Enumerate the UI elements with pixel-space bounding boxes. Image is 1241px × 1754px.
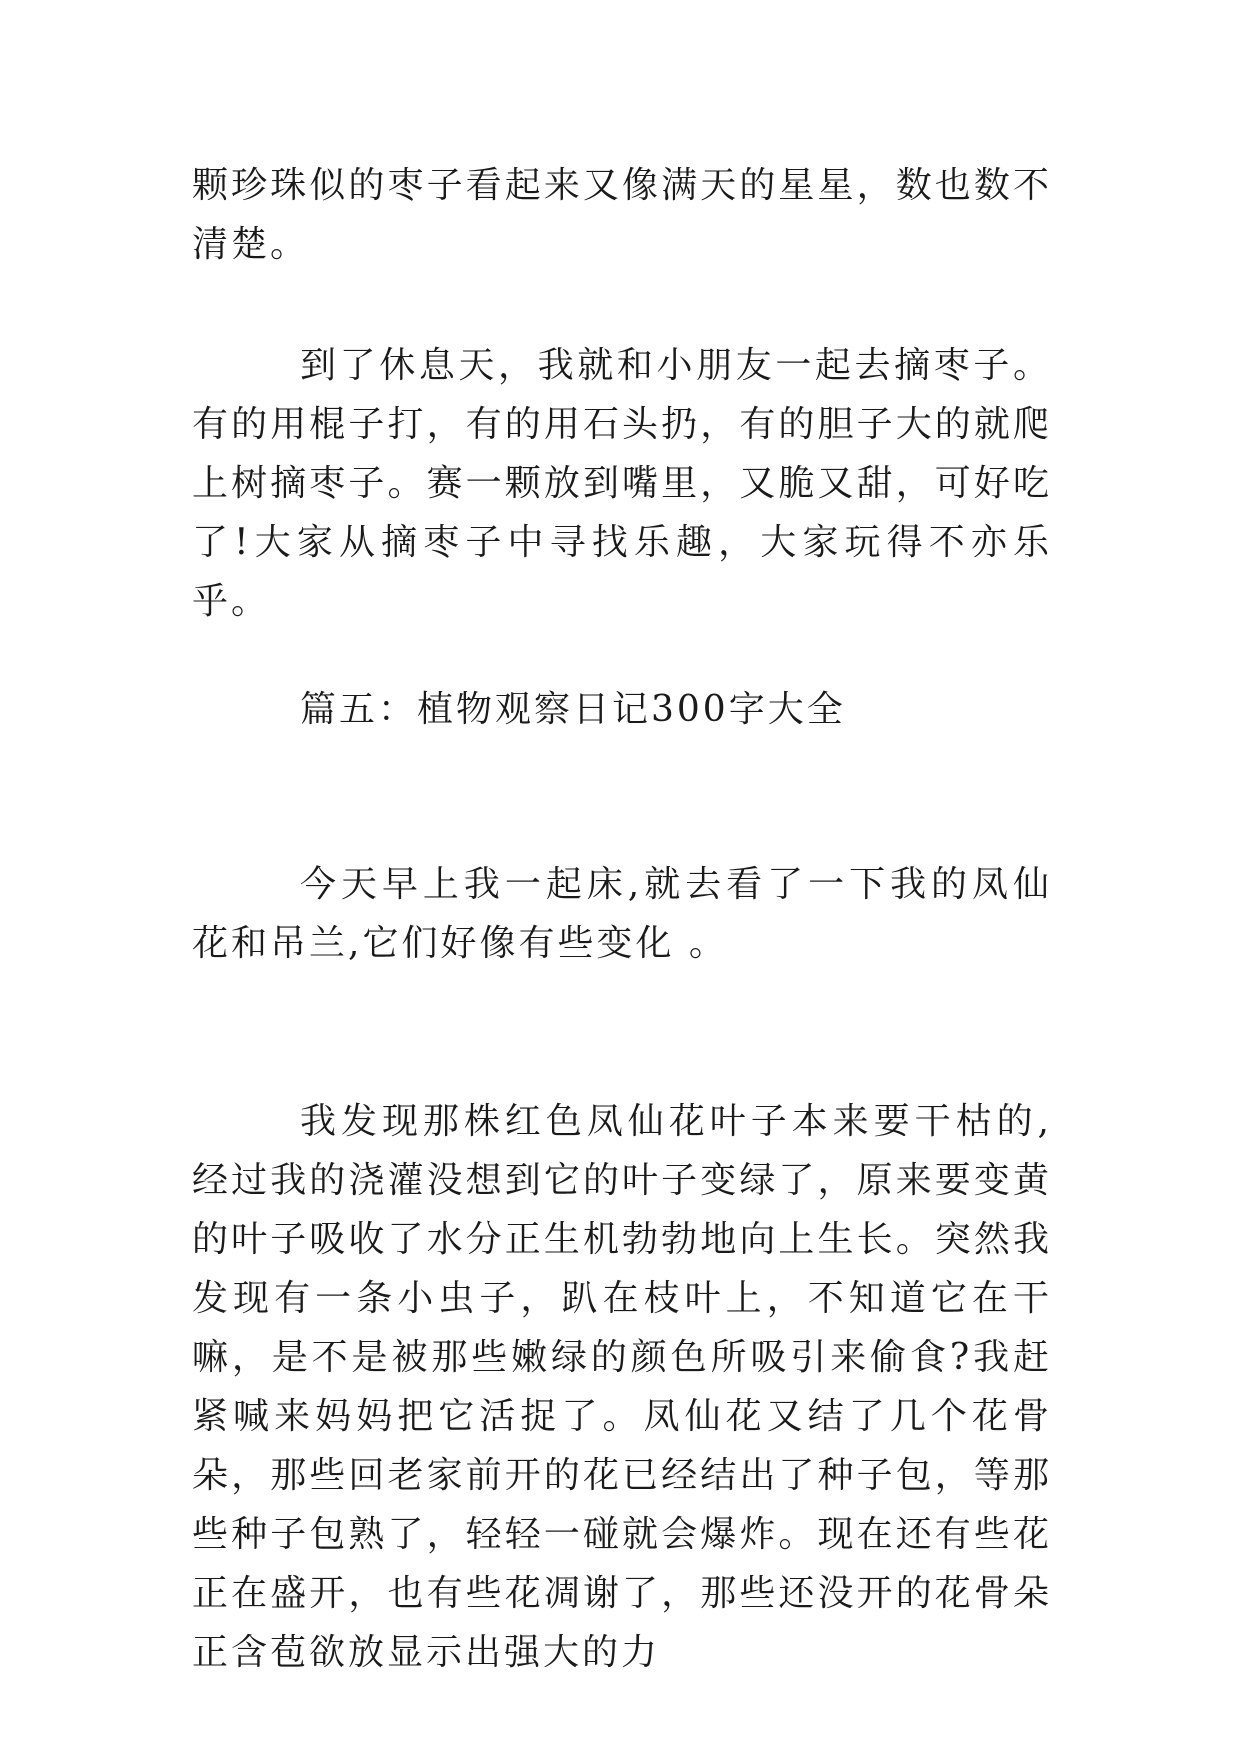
- paragraph-morning: 今天早上我一起床,就去看了一下我的凤仙花和吊兰,它们好像有些变化 。: [192, 864, 1052, 964]
- section-heading: 篇五：植物观察日记300字大全: [300, 689, 846, 730]
- paragraph-observation: 我发现那株红色凤仙花叶子本来要干枯的,经过我的浇灌没想到它的叶子变绿了，原来要变黄的叶子吸收了水分正生机勃勃地向上生长。突然我发现有一条小虫子，趴在枝叶上，不知道它在干嘛，是不是被那些嫩绿的颜色所吸引来偷食?我赶紧喊来妈妈把它活捉了。凤仙花又结了几个花骨朵，那些回老家前开的花已经结出了种子包，等那些种子包熟了，轻轻一碰就会爆炸。现在还有些花正在盛开，也有些花凋谢了，那些还没开的花骨朵正含苞欲放显示出强大的力: [192, 1101, 1052, 1673]
- paragraph-continuation: 颗珍珠似的枣子看起来又像满天的星星，数也数不清楚。: [192, 165, 1052, 265]
- paragraph-picking-dates: 到了休息天，我就和小朋友一起去摘枣子。有的用棍子打，有的用石头扔，有的胆子大的就爬上树摘枣子。赛一颗放到嘴里，又脆又甜，可好吃了!大家从摘枣子中寻找乐趣，大家玩得不亦乐乎。: [192, 345, 1052, 622]
